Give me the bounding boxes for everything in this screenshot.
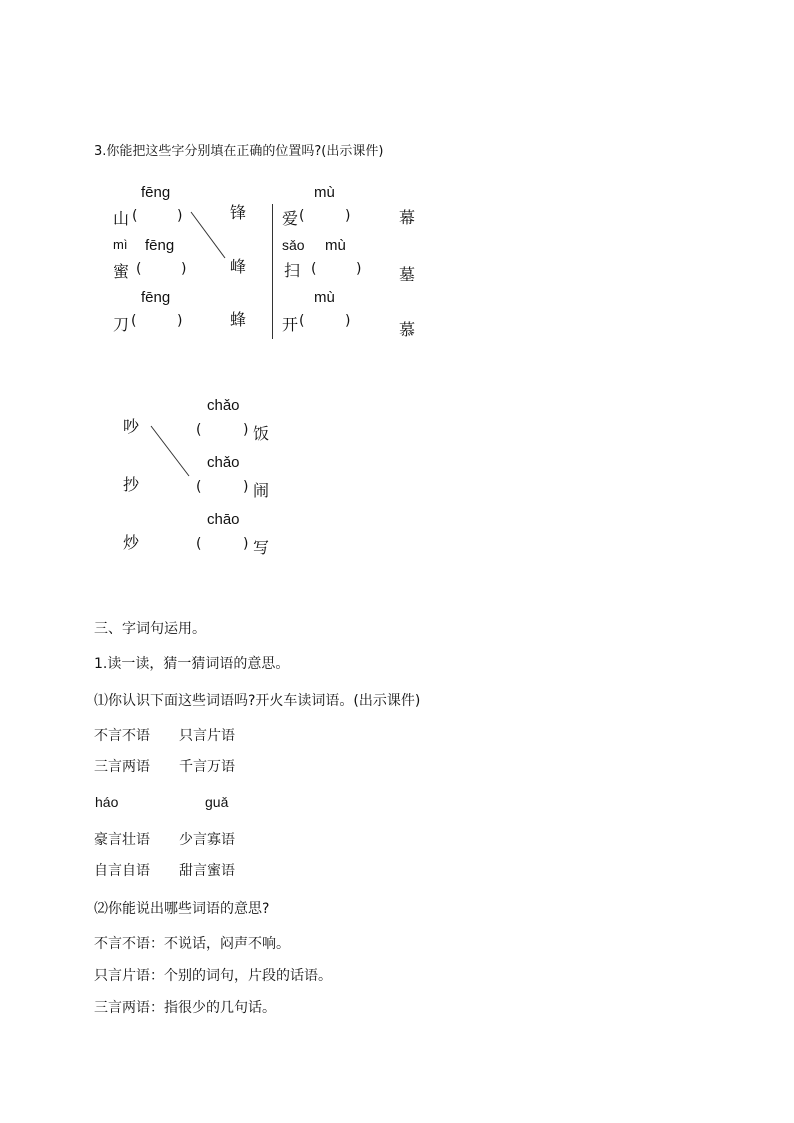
target-character: 饭 — [253, 424, 270, 443]
sub-heading: 1.读一读，猜一猜词语的意思。 — [94, 656, 290, 672]
character: 开 — [282, 315, 299, 334]
paren-close: ) — [181, 261, 187, 277]
character: 爱 — [282, 209, 299, 228]
paren-open: ( — [299, 208, 305, 224]
question-heading: 3.你能把这些字分别填在正确的位置吗?(出示课件) — [94, 144, 384, 159]
left-character: 吵 — [123, 417, 140, 436]
paren-close: ) — [345, 208, 351, 224]
pinyin: sǎo — [282, 237, 305, 253]
left-character: 炒 — [123, 533, 140, 552]
target-character: 闹 — [253, 481, 270, 500]
pinyin: háo — [95, 794, 119, 810]
left-character: 抄 — [123, 475, 140, 494]
word: 豪言壮语 — [94, 832, 150, 848]
connector-line — [151, 426, 189, 476]
connector-lines — [0, 0, 794, 400]
paren-open: ( — [196, 479, 202, 495]
character: 刀 — [113, 315, 130, 334]
connector-lines — [0, 380, 794, 520]
word: 三言两语 — [94, 759, 150, 775]
question-2: ⑵你能说出哪些词语的意思? — [94, 901, 270, 917]
character: 山 — [113, 209, 130, 228]
paren-close: ) — [356, 261, 362, 277]
paren-close: ) — [177, 313, 183, 329]
pinyin: mù — [314, 289, 335, 306]
section-heading: 三、字词句运用。 — [94, 621, 206, 637]
paren-close: ) — [243, 479, 249, 495]
word: 少言寡语 — [179, 832, 235, 848]
connector-line — [191, 212, 225, 258]
meaning-line: 只言片语：个别的词句，片段的话语。 — [94, 968, 332, 984]
paren-open: ( — [196, 536, 202, 552]
pinyin: fēng — [141, 184, 171, 201]
option-character: 峰 — [230, 257, 247, 276]
target-character: 写 — [253, 538, 270, 557]
paren-open: ( — [131, 313, 137, 329]
word: 只言片语 — [179, 728, 235, 744]
paren-open: ( — [299, 313, 305, 329]
option-character: 锋 — [230, 203, 247, 222]
word: 不言不语 — [94, 728, 150, 744]
pinyin: chāo — [207, 511, 240, 528]
word: 千言万语 — [179, 759, 235, 775]
word: 自言自语 — [94, 863, 150, 879]
pinyin: guǎ — [205, 794, 229, 810]
pinyin: chǎo — [207, 397, 240, 414]
paren-open: ( — [132, 208, 138, 224]
paren-close: ) — [243, 422, 249, 438]
question-1: ⑴你认识下面这些词语吗?开火车读词语。(出示课件) — [94, 693, 421, 709]
pinyin: mù — [325, 237, 346, 254]
pinyin: chǎo — [207, 454, 240, 471]
pinyin: mì — [113, 237, 128, 252]
option-character: 墓 — [399, 265, 416, 284]
option-character: 慕 — [399, 320, 416, 339]
meaning-line: 三言两语：指很少的几句话。 — [94, 1000, 276, 1016]
paren-open: ( — [136, 261, 142, 277]
paren-close: ) — [177, 208, 183, 224]
column-divider — [272, 204, 273, 339]
paren-close: ) — [243, 536, 249, 552]
option-character: 蜂 — [230, 310, 247, 329]
character: 扫 — [284, 261, 301, 280]
paren-open: ( — [196, 422, 202, 438]
pinyin: mù — [314, 184, 335, 201]
option-character: 幕 — [399, 208, 416, 227]
paren-open: ( — [311, 261, 317, 277]
paren-close: ) — [345, 313, 351, 329]
character: 蜜 — [113, 262, 130, 281]
pinyin: fēng — [145, 237, 175, 254]
word: 甜言蜜语 — [179, 863, 235, 879]
pinyin: fēng — [141, 289, 171, 306]
meaning-line: 不言不语：不说话，闷声不响。 — [94, 936, 290, 952]
